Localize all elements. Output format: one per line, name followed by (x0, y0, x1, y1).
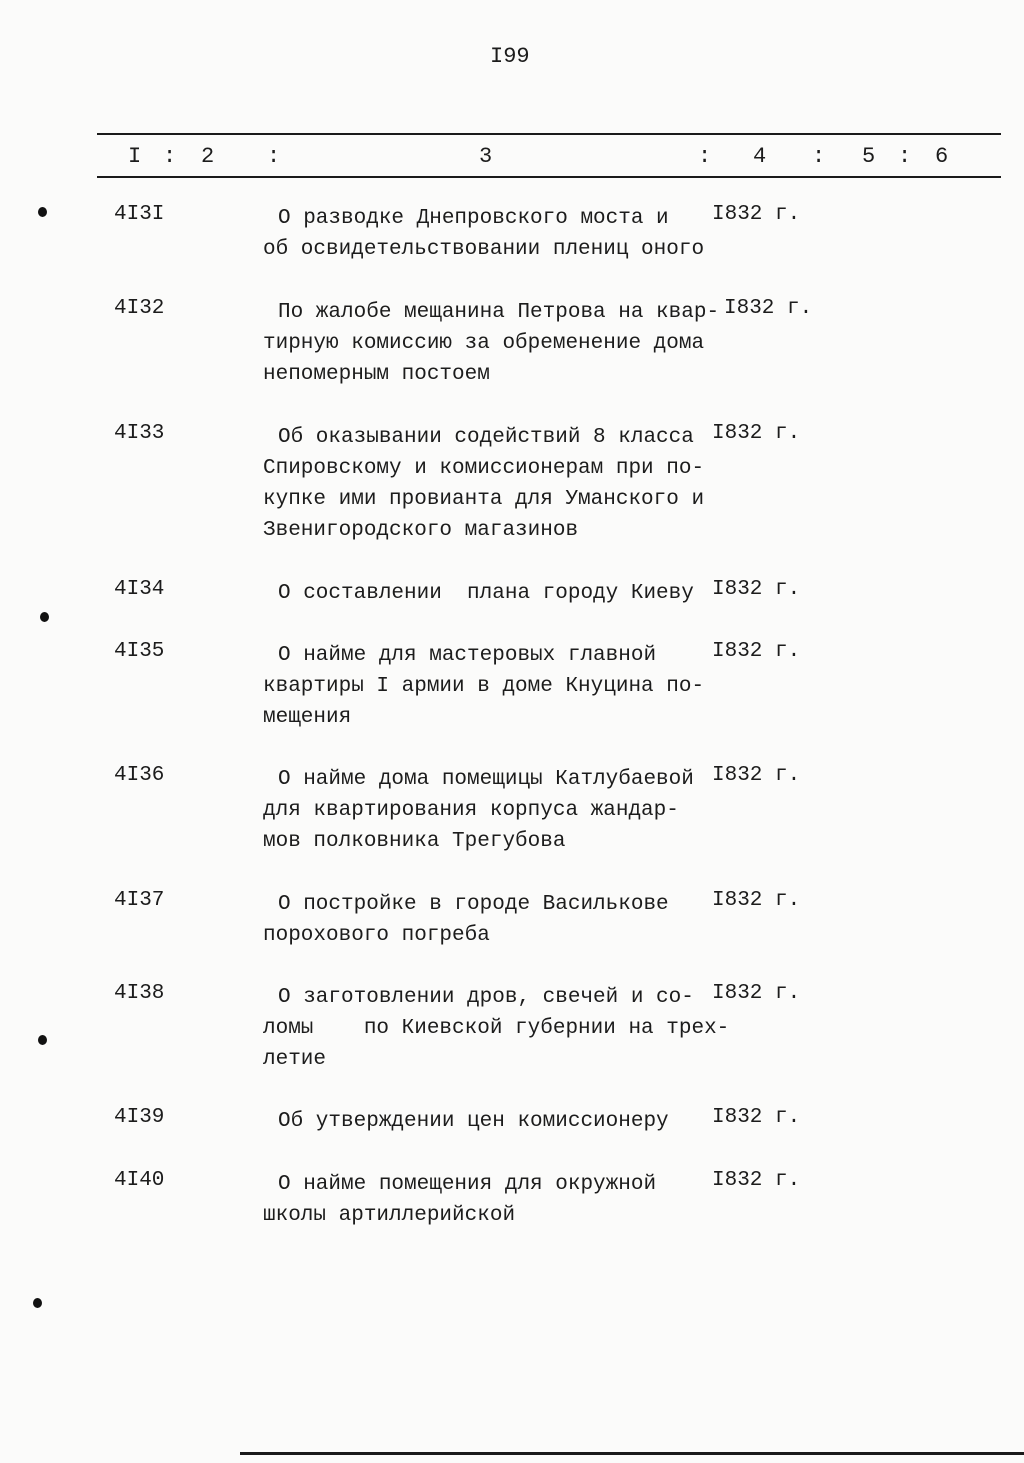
entry-year: I832 г. (712, 422, 801, 445)
header-rule-top (97, 133, 1001, 135)
entry-year: I832 г. (712, 203, 801, 226)
column-separator: : (898, 144, 912, 169)
entry-number: 4I33 (114, 422, 165, 445)
entry-description (263, 578, 713, 609)
entry-year: I832 г. (712, 1169, 801, 1192)
page-number: I99 (490, 44, 530, 69)
punch-hole-mark (38, 207, 47, 217)
entry-year: I832 г. (712, 1106, 801, 1129)
entry-description (263, 1169, 713, 1231)
entry-description-line: О заготовлении дров, свечей и со- (278, 986, 694, 1009)
column-header-6: 6 (935, 144, 949, 169)
entry-number: 4I37 (114, 889, 165, 912)
entry-description (263, 764, 713, 857)
entry-description-line: тирную комиссию за обременение дома (263, 332, 705, 355)
entry-number: 4I35 (114, 640, 165, 663)
entry-description-line: Спировскому и комиссионерам при по- (263, 457, 705, 480)
punch-hole-mark (33, 1298, 42, 1308)
entry-description-line: школы артиллерийской (263, 1204, 516, 1227)
column-separator: : (267, 144, 281, 169)
entry-description-line: квартиры I армии в доме Кнуцина по- (263, 675, 705, 698)
entry-description-line: Об оказывании содействий 8 класса (278, 426, 694, 449)
entry-description-line: О составлении плана городу Киеву (278, 582, 694, 605)
entry-number: 4I36 (114, 764, 165, 787)
entry-description-line: О найме помещения для окружной (278, 1173, 657, 1196)
entry-number: 4I40 (114, 1169, 165, 1192)
entry-number: 4I39 (114, 1106, 165, 1129)
entry-description-line: порохового погреба (263, 924, 490, 947)
entry-description-line: купке ими провианта для Уманского и (263, 488, 705, 511)
column-separator: : (698, 144, 712, 169)
punch-hole-mark (40, 612, 49, 622)
entry-description-line: об освидетельствовании плениц оного (263, 238, 705, 261)
entry-year: I832 г. (712, 982, 801, 1005)
entry-year: I832 г. (712, 764, 801, 787)
entry-description-line: Об утверждении цен комиссионеру (278, 1110, 669, 1133)
entry-description-line: О разводке Днепровского моста и (278, 207, 669, 230)
entry-description (263, 203, 713, 265)
entry-number: 4I38 (114, 982, 165, 1005)
entry-description-line: О найме для мастеровых главной (278, 644, 657, 667)
entry-description-line: для квартирования корпуса жандар- (263, 799, 679, 822)
entry-description-line: ломы по Киевской губернии на трех- (263, 1017, 730, 1040)
punch-hole-mark (38, 1035, 47, 1045)
entry-number: 4I3I (114, 203, 165, 226)
column-header-2: 2 (201, 144, 215, 169)
entry-description-line: По жалобе мещанина Петрова на квар- (278, 301, 720, 324)
entry-year: I832 г. (712, 640, 801, 663)
entry-description-line: мещения (263, 706, 352, 729)
entry-description-line: мов полковника Трегубова (263, 830, 566, 853)
entry-description (263, 422, 713, 546)
column-separator: : (812, 144, 826, 169)
entry-description (263, 1106, 713, 1137)
entry-year: I832 г. (712, 578, 801, 601)
column-header-3: 3 (479, 144, 493, 169)
column-separator: : (163, 144, 177, 169)
entry-year: I832 г. (712, 889, 801, 912)
entry-description-line: летие (263, 1048, 327, 1071)
entry-number: 4I32 (114, 297, 165, 320)
entry-description-line: О найме дома помещицы Катлубаевой (278, 768, 694, 791)
entry-description (263, 982, 730, 1075)
footer-rule (240, 1452, 1024, 1455)
entry-number: 4I34 (114, 578, 165, 601)
entry-description (263, 889, 713, 951)
entry-description (263, 297, 720, 390)
entry-description-line: непомерным постоем (263, 363, 490, 386)
entry-description-line: Звенигородского магазинов (263, 519, 579, 542)
entry-description (263, 640, 713, 733)
header-rule-bottom (97, 176, 1001, 178)
column-header-1: I (128, 144, 142, 169)
column-header-5: 5 (862, 144, 876, 169)
column-header-4: 4 (753, 144, 767, 169)
entry-description-line: О постройке в городе Василькове (278, 893, 669, 916)
entry-year: I832 г. (724, 297, 813, 320)
